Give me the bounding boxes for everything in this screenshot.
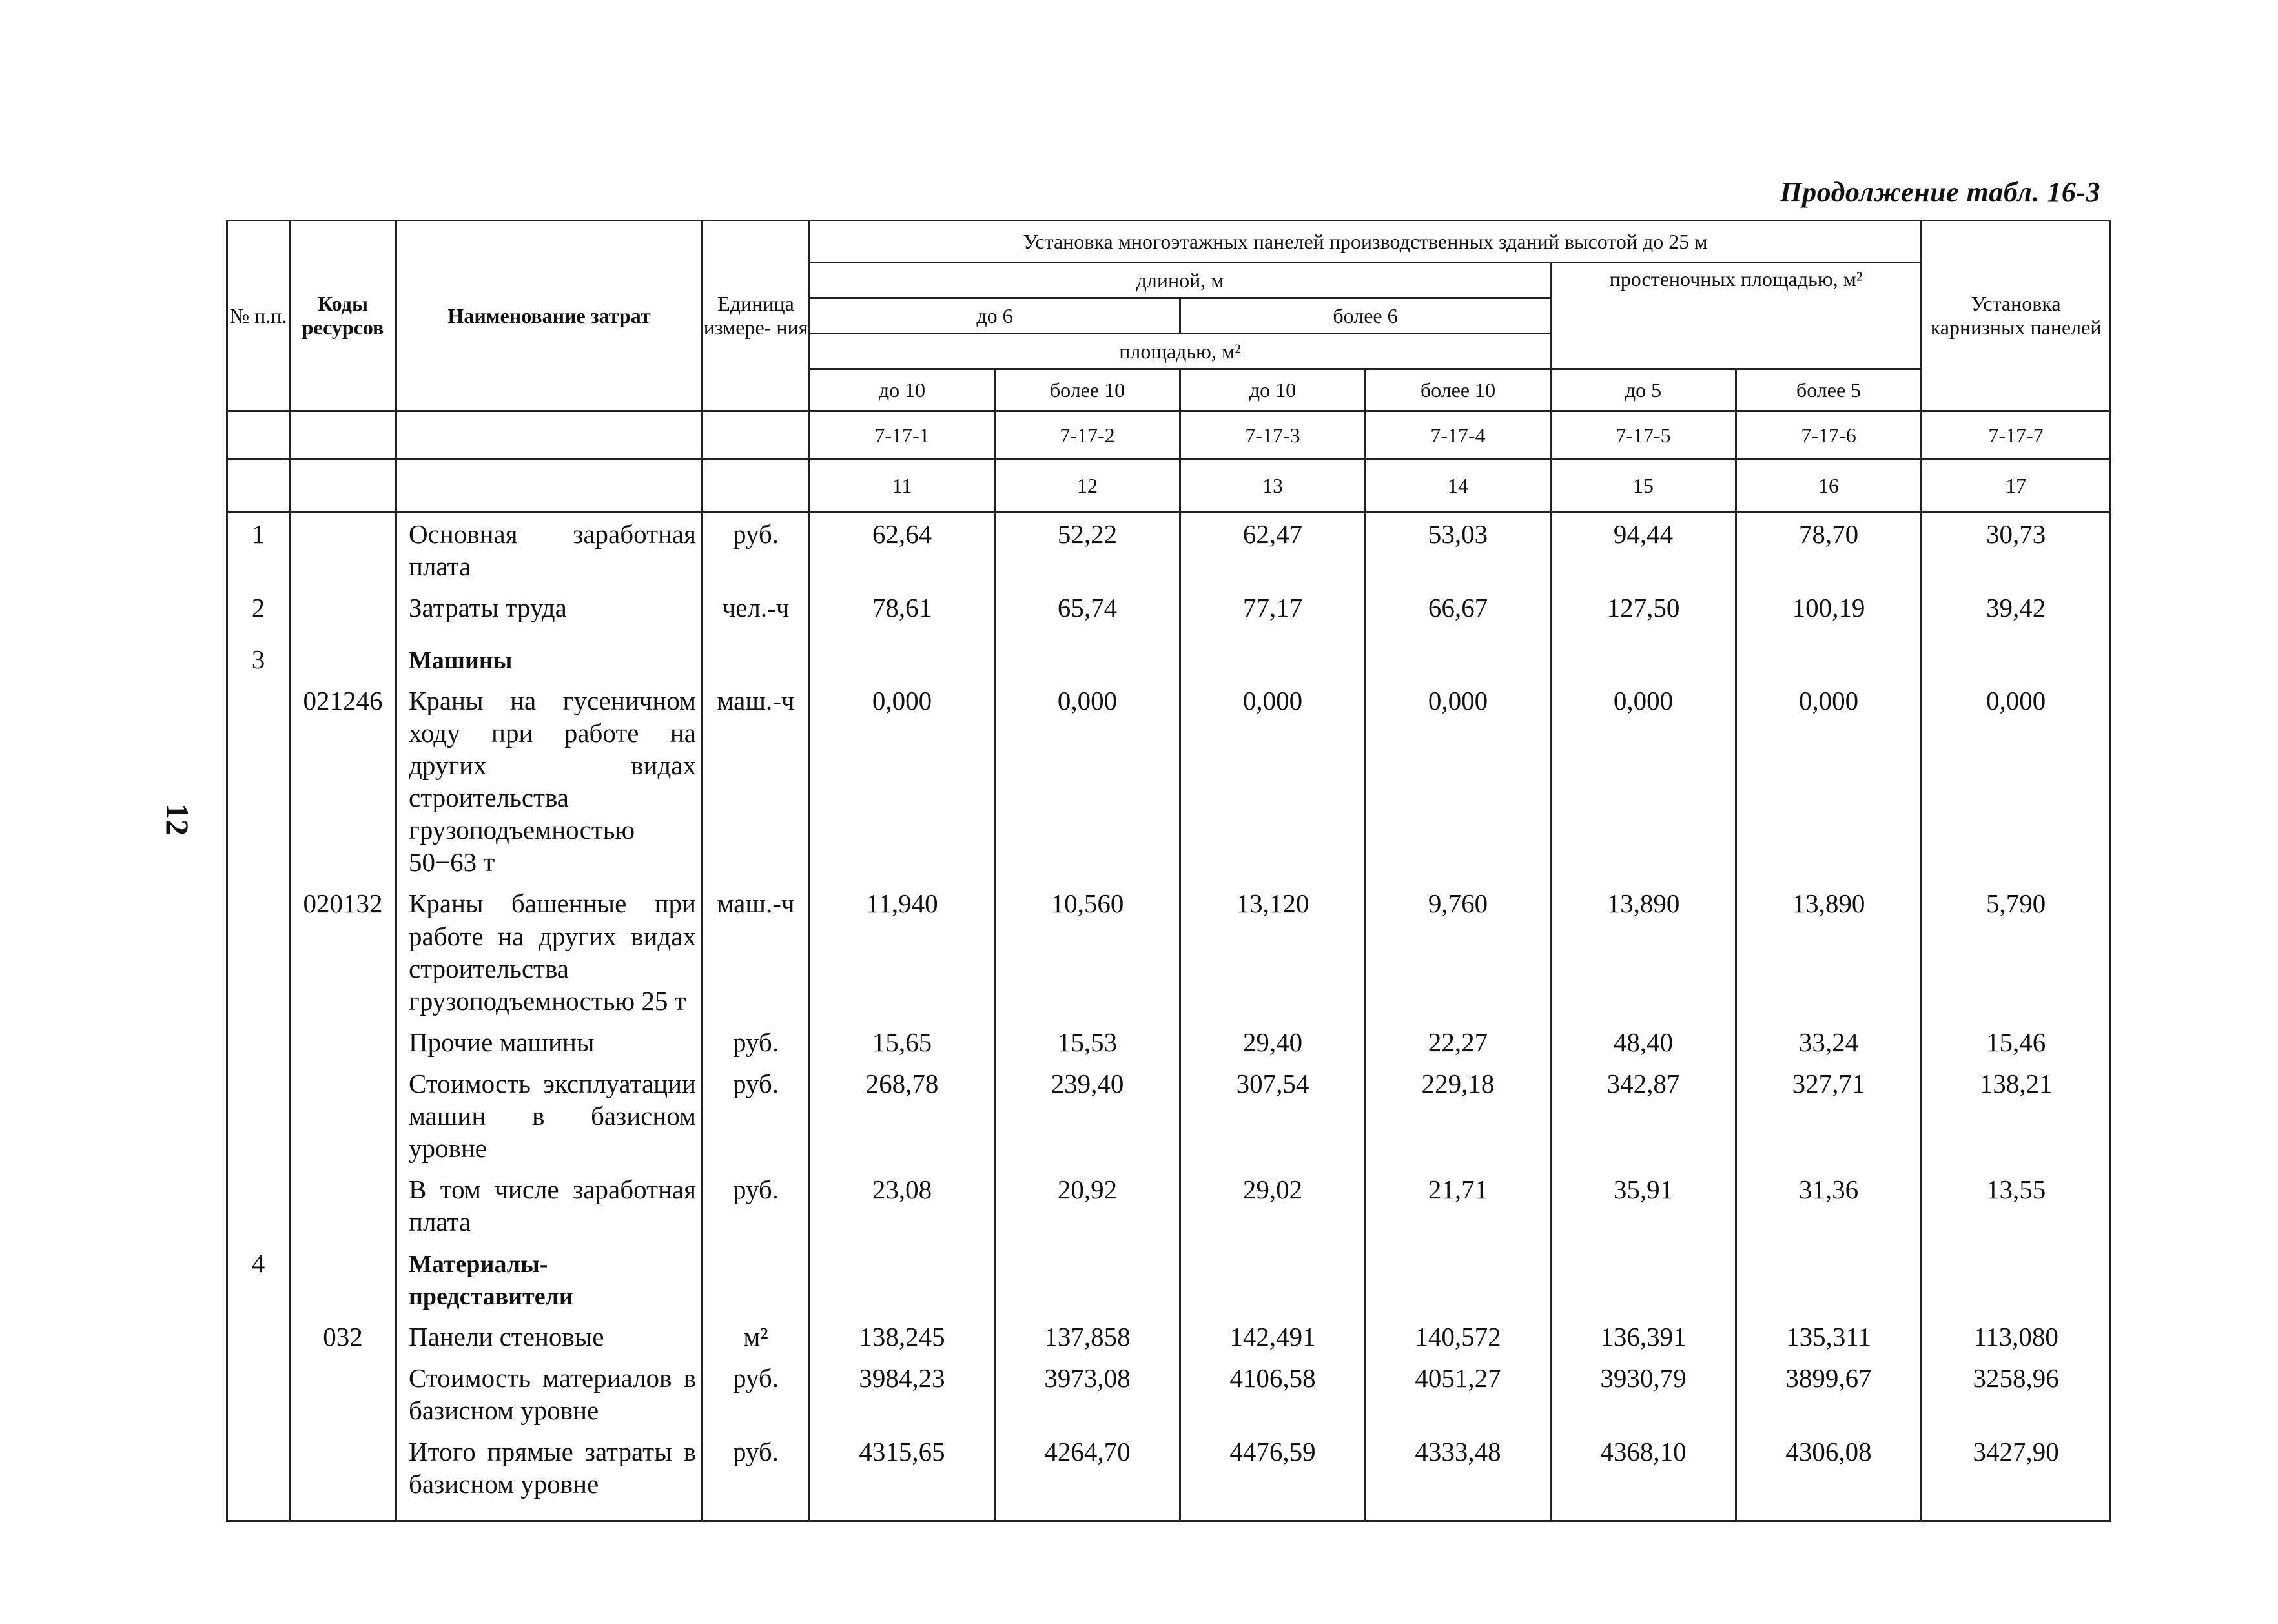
row-num [227, 679, 290, 882]
row-value [1180, 638, 1366, 679]
row-value [1551, 1021, 1736, 1062]
row-name-text: В том числе заработная плата [409, 1174, 696, 1237]
row-unit [703, 1357, 810, 1430]
row-num [227, 1168, 290, 1242]
row-unit [703, 638, 810, 679]
table-row [227, 1021, 2111, 1062]
table-row [227, 1242, 2111, 1316]
header-length: длиной, м [810, 263, 1551, 298]
row-num-text: 3 [251, 644, 265, 675]
row-unit [703, 586, 810, 638]
row-code [290, 1168, 396, 1242]
row-name [396, 586, 703, 638]
row-value-text: 52,22 [1057, 519, 1118, 549]
row-value-text: 0,000 [1428, 686, 1488, 716]
row-name-text: Стоимость материалов в базисном уровне [409, 1363, 696, 1426]
row-value [1180, 1168, 1366, 1242]
row-value [1736, 1357, 1922, 1430]
header-rate-code: 7-17-5 [1551, 411, 1736, 460]
row-value-text: 13,890 [1792, 889, 1865, 919]
row-value [1736, 679, 1922, 882]
row-value-text: 21,71 [1428, 1174, 1488, 1204]
row-value-text: 0,000 [1986, 686, 2046, 716]
row-value [810, 1242, 995, 1316]
row-value [1551, 882, 1736, 1020]
row-value-text: 0,000 [1057, 686, 1118, 716]
row-value-text: 35,91 [1613, 1174, 1674, 1204]
row-value [1366, 679, 1551, 882]
row-unit [703, 679, 810, 882]
row-value [1551, 1357, 1736, 1430]
row-value [1180, 1021, 1366, 1062]
row-value [995, 1430, 1180, 1521]
row-code [290, 586, 396, 638]
row-value [810, 1430, 995, 1521]
row-code [290, 1242, 396, 1316]
row-value [1922, 1315, 2111, 1357]
row-value [1922, 679, 2111, 882]
row-code-text: 021246 [303, 686, 383, 716]
cost-table [226, 220, 2111, 1522]
row-num [227, 1021, 290, 1062]
row-name-text: Машины [409, 647, 513, 675]
row-unit-text: руб. [732, 1437, 779, 1467]
row-value-text: 127,50 [1606, 593, 1680, 623]
row-value-text: 33,24 [1798, 1027, 1859, 1057]
row-unit [703, 1242, 810, 1316]
row-name-text: Материалы-представители [409, 1250, 573, 1310]
row-value [810, 1021, 995, 1062]
header-sub: более 10 [1366, 369, 1551, 411]
row-value-text: 53,03 [1428, 519, 1488, 549]
row-value [995, 1021, 1180, 1062]
row-code [290, 638, 396, 679]
header-over6: более 6 [1180, 298, 1551, 334]
row-name [396, 1430, 703, 1521]
row-value [1180, 1430, 1366, 1521]
header-blank [290, 460, 396, 512]
row-value [1736, 512, 1922, 587]
row-unit [703, 1168, 810, 1242]
row-value [1366, 1430, 1551, 1521]
row-value-text: 229,18 [1421, 1068, 1495, 1098]
row-num-text: 4 [251, 1248, 265, 1278]
row-value [1366, 1062, 1551, 1168]
row-value-text: 65,74 [1057, 593, 1118, 623]
header-sub: более 5 [1736, 369, 1922, 411]
row-code-text: 032 [323, 1322, 363, 1352]
row-num-text: 1 [251, 519, 265, 549]
row-value [810, 1168, 995, 1242]
row-value [1922, 1242, 2111, 1316]
row-value-text: 78,61 [872, 593, 932, 623]
row-name-text: Краны на гусеничном ходу при работе на других видах строительства грузоподъемностью 50−63 т [409, 686, 696, 878]
header-col-number: 15 [1551, 460, 1736, 512]
row-value-text: 9,760 [1428, 889, 1488, 919]
row-code-text: 020132 [303, 889, 383, 919]
row-value-text: 138,245 [859, 1322, 945, 1352]
table-row [227, 1357, 2111, 1430]
row-value [1922, 1168, 2111, 1242]
table-row [227, 679, 2111, 882]
table-row [227, 882, 2111, 1020]
row-value-text: 4264,70 [1044, 1437, 1131, 1467]
header-blank [227, 460, 290, 512]
row-value [810, 1357, 995, 1430]
row-value-text: 268,78 [865, 1068, 939, 1098]
row-value [1922, 1062, 2111, 1168]
row-value-text: 135,311 [1786, 1322, 1871, 1352]
table-row [227, 638, 2111, 679]
row-code [290, 1357, 396, 1430]
row-value [1180, 1315, 1366, 1357]
row-name [396, 512, 703, 587]
row-name-text: Стоимость эксплуатации машин в базисном уровне [409, 1068, 696, 1163]
row-value [995, 586, 1180, 638]
row-unit [703, 1062, 810, 1168]
row-value-text: 77,17 [1242, 593, 1303, 623]
table-row [227, 512, 2111, 587]
row-value [995, 1242, 1180, 1316]
row-value-text: 62,47 [1242, 519, 1303, 549]
row-name-text: Краны башенные при работе на других видах строительства грузоподъемностью 25 т [409, 889, 696, 1016]
row-value [995, 512, 1180, 587]
row-value [1736, 1430, 1922, 1521]
row-value-text: 100,19 [1792, 593, 1865, 623]
row-value-text: 4051,27 [1415, 1363, 1501, 1393]
header-blank [703, 460, 810, 512]
row-value [1922, 586, 2111, 638]
row-value-text: 15,46 [1986, 1027, 2046, 1057]
row-unit [703, 1315, 810, 1357]
row-value [1180, 1357, 1366, 1430]
row-value [1551, 586, 1736, 638]
header-group-main: Установка многоэтажных панелей производственных зданий высотой до 25 м [810, 221, 1922, 263]
row-name [396, 1021, 703, 1062]
row-value [1736, 882, 1922, 1020]
row-value [1180, 882, 1366, 1020]
row-value-text: 31,36 [1798, 1174, 1859, 1204]
row-value-text: 5,790 [1986, 889, 2046, 919]
row-value [995, 1357, 1180, 1430]
row-value-text: 0,000 [1242, 686, 1303, 716]
row-value-text: 66,67 [1428, 593, 1488, 623]
row-value-text: 4476,59 [1229, 1437, 1316, 1467]
row-value-text: 327,71 [1792, 1068, 1865, 1098]
header-rate-code: 7-17-6 [1736, 411, 1922, 460]
header-col-number: 17 [1922, 460, 2111, 512]
row-value [1366, 512, 1551, 587]
row-value-text: 15,53 [1057, 1027, 1118, 1057]
row-name-text: Итого прямые затраты в базисном уровне [409, 1437, 696, 1499]
row-value [810, 638, 995, 679]
row-value-text: 239,40 [1051, 1068, 1124, 1098]
row-value-text: 3427,90 [1973, 1437, 2059, 1467]
row-value-text: 13,890 [1606, 889, 1680, 919]
table-row [227, 1062, 2111, 1168]
row-num [227, 1062, 290, 1168]
row-name [396, 1357, 703, 1430]
row-value [1180, 586, 1366, 638]
row-value-text: 3258,96 [1973, 1363, 2059, 1393]
row-code [290, 679, 396, 882]
row-value-text: 78,70 [1798, 519, 1859, 549]
row-value-text: 4368,10 [1600, 1437, 1687, 1467]
row-num [227, 1430, 290, 1521]
row-value [1366, 1242, 1551, 1316]
header-rate-code: 7-17-2 [995, 411, 1180, 460]
row-value [1736, 1242, 1922, 1316]
header-col-number: 11 [810, 460, 995, 512]
row-value-text: 342,87 [1606, 1068, 1680, 1098]
row-value [1551, 679, 1736, 882]
row-num [227, 586, 290, 638]
row-value [810, 1062, 995, 1168]
row-name [396, 1242, 703, 1316]
header-blank [227, 411, 290, 460]
row-num [227, 512, 290, 587]
row-value [1366, 1168, 1551, 1242]
row-value [995, 1062, 1180, 1168]
table-row [227, 1430, 2111, 1521]
row-value-text: 20,92 [1057, 1174, 1118, 1204]
row-unit [703, 1021, 810, 1062]
row-unit-text: маш.-ч [717, 686, 795, 716]
row-name [396, 1315, 703, 1357]
row-value [1922, 1430, 2111, 1521]
row-value-text: 4315,65 [859, 1437, 945, 1467]
row-value-text: 4333,48 [1415, 1437, 1501, 1467]
header-col-number: 12 [995, 460, 1180, 512]
row-name [396, 882, 703, 1020]
row-num [227, 882, 290, 1020]
row-value-text: 11,940 [866, 889, 938, 919]
row-num [227, 638, 290, 679]
header-area: площадью, м² [810, 334, 1551, 369]
header-sub: более 10 [995, 369, 1180, 411]
header-name: Наименование затрат [396, 221, 703, 411]
row-value [1551, 512, 1736, 587]
row-value [810, 882, 995, 1020]
row-code [290, 882, 396, 1020]
row-unit-text: м² [743, 1322, 768, 1352]
header-blank [396, 460, 703, 512]
row-value-text: 94,44 [1613, 519, 1674, 549]
header-sub: до 10 [1180, 369, 1366, 411]
row-value [1366, 1357, 1551, 1430]
table-caption: Продолжение табл. 16-3 [1780, 176, 2100, 208]
header-num: № п.п. [227, 221, 290, 411]
row-value-text: 15,65 [872, 1027, 932, 1057]
row-value-text: 13,120 [1236, 889, 1309, 919]
row-value [1366, 638, 1551, 679]
row-value-text: 4106,58 [1229, 1363, 1316, 1393]
row-value [1736, 1062, 1922, 1168]
row-value [1922, 1021, 2111, 1062]
row-code [290, 1315, 396, 1357]
row-value-text: 0,000 [1613, 686, 1674, 716]
row-num [227, 1242, 290, 1316]
row-num [227, 1315, 290, 1357]
row-value-text: 62,64 [872, 519, 932, 549]
row-value [995, 882, 1180, 1020]
row-value-text: 113,080 [1973, 1322, 2058, 1352]
header-codes: Коды ресурсов [290, 221, 396, 411]
row-unit-text: руб. [732, 1068, 779, 1098]
row-value-text: 3973,08 [1044, 1363, 1131, 1393]
row-value-text: 48,40 [1613, 1027, 1674, 1057]
row-value [1551, 1168, 1736, 1242]
row-name-text: Прочие машины [409, 1027, 595, 1057]
header-col-number: 14 [1366, 460, 1551, 512]
row-value [1180, 512, 1366, 587]
header-group-cornice: Установка карнизных панелей [1922, 221, 2111, 411]
row-value-text: 307,54 [1236, 1068, 1309, 1098]
row-unit-text: руб. [732, 519, 779, 549]
row-value-text: 140,572 [1415, 1322, 1501, 1352]
row-unit [703, 882, 810, 1020]
header-upto6: до 6 [810, 298, 1180, 334]
row-unit-text: руб. [732, 1027, 779, 1057]
row-value-text: 39,42 [1986, 593, 2046, 623]
row-value [1551, 1062, 1736, 1168]
row-value-text: 3899,67 [1785, 1363, 1872, 1393]
row-unit-text: маш.-ч [717, 889, 795, 919]
row-value [1736, 586, 1922, 638]
row-value [1922, 638, 2111, 679]
row-value [810, 512, 995, 587]
row-name [396, 679, 703, 882]
row-name [396, 1168, 703, 1242]
table-row [227, 1315, 2111, 1357]
row-value-text: 10,560 [1051, 889, 1124, 919]
row-value [1180, 679, 1366, 882]
row-unit [703, 1430, 810, 1521]
row-name [396, 1062, 703, 1168]
row-value-text: 3984,23 [859, 1363, 945, 1393]
row-value [1551, 1315, 1736, 1357]
row-value [995, 1315, 1180, 1357]
row-value [1736, 1168, 1922, 1242]
row-value [810, 1315, 995, 1357]
row-unit-text: чел.-ч [722, 593, 790, 623]
row-value-text: 4306,08 [1785, 1437, 1872, 1467]
row-unit-text: руб. [732, 1174, 779, 1204]
row-code [290, 1021, 396, 1062]
row-name [396, 638, 703, 679]
row-value [1736, 638, 1922, 679]
row-name-text: Панели стеновые [409, 1322, 604, 1352]
header-col-number: 16 [1736, 460, 1922, 512]
row-value [810, 679, 995, 882]
row-value [995, 638, 1180, 679]
row-value-text: 23,08 [872, 1174, 932, 1204]
header-blank [703, 411, 810, 460]
row-num-text: 2 [251, 593, 265, 623]
row-value [1366, 1315, 1551, 1357]
row-value [1736, 1021, 1922, 1062]
row-value [1736, 1315, 1922, 1357]
row-code [290, 1062, 396, 1168]
header-wall-area: простеночных площадью, м² [1551, 263, 1922, 369]
header-col-number: 13 [1180, 460, 1366, 512]
row-value [995, 679, 1180, 882]
row-value-text: 29,02 [1242, 1174, 1303, 1204]
row-value [1922, 882, 2111, 1020]
row-value-text: 136,391 [1600, 1322, 1687, 1352]
row-name-text: Затраты труда [409, 593, 567, 623]
table-row [227, 586, 2111, 638]
row-unit-text: руб. [732, 1363, 779, 1393]
header-rate-code: 7-17-3 [1180, 411, 1366, 460]
row-num [227, 1357, 290, 1430]
row-value-text: 22,27 [1428, 1027, 1488, 1057]
row-value-text: 3930,79 [1600, 1363, 1687, 1393]
header-rate-code: 7-17-7 [1922, 411, 2111, 460]
row-value [1551, 1242, 1736, 1316]
row-value-text: 142,491 [1229, 1322, 1316, 1352]
row-value [995, 1168, 1180, 1242]
row-value-text: 137,858 [1044, 1322, 1131, 1352]
header-blank [396, 411, 703, 460]
row-value [810, 586, 995, 638]
header-rate-code: 7-17-4 [1366, 411, 1551, 460]
row-value-text: 29,40 [1242, 1027, 1303, 1057]
row-value-text: 0,000 [1798, 686, 1859, 716]
header-unit: Единица измере- ния [703, 221, 810, 411]
row-value [1922, 512, 2111, 587]
row-value [1551, 638, 1736, 679]
table-row [227, 1168, 2111, 1242]
header-sub: до 5 [1551, 369, 1736, 411]
header-blank [290, 411, 396, 460]
row-value [1366, 586, 1551, 638]
row-unit [703, 512, 810, 587]
page-number: 12 [159, 803, 196, 836]
row-value [1180, 1062, 1366, 1168]
row-value-text: 30,73 [1986, 519, 2046, 549]
header-rate-code: 7-17-1 [810, 411, 995, 460]
row-value-text: 0,000 [872, 686, 932, 716]
row-value-text: 13,55 [1986, 1174, 2046, 1204]
row-value [1922, 1357, 2111, 1430]
row-value-text: 138,21 [1979, 1068, 2053, 1098]
row-code [290, 1430, 396, 1521]
row-value [1180, 1242, 1366, 1316]
row-code [290, 512, 396, 587]
row-value [1551, 1430, 1736, 1521]
row-value [1366, 882, 1551, 1020]
header-sub: до 10 [810, 369, 995, 411]
row-value [1366, 1021, 1551, 1062]
row-name-text: Основная заработная плата [409, 519, 696, 582]
